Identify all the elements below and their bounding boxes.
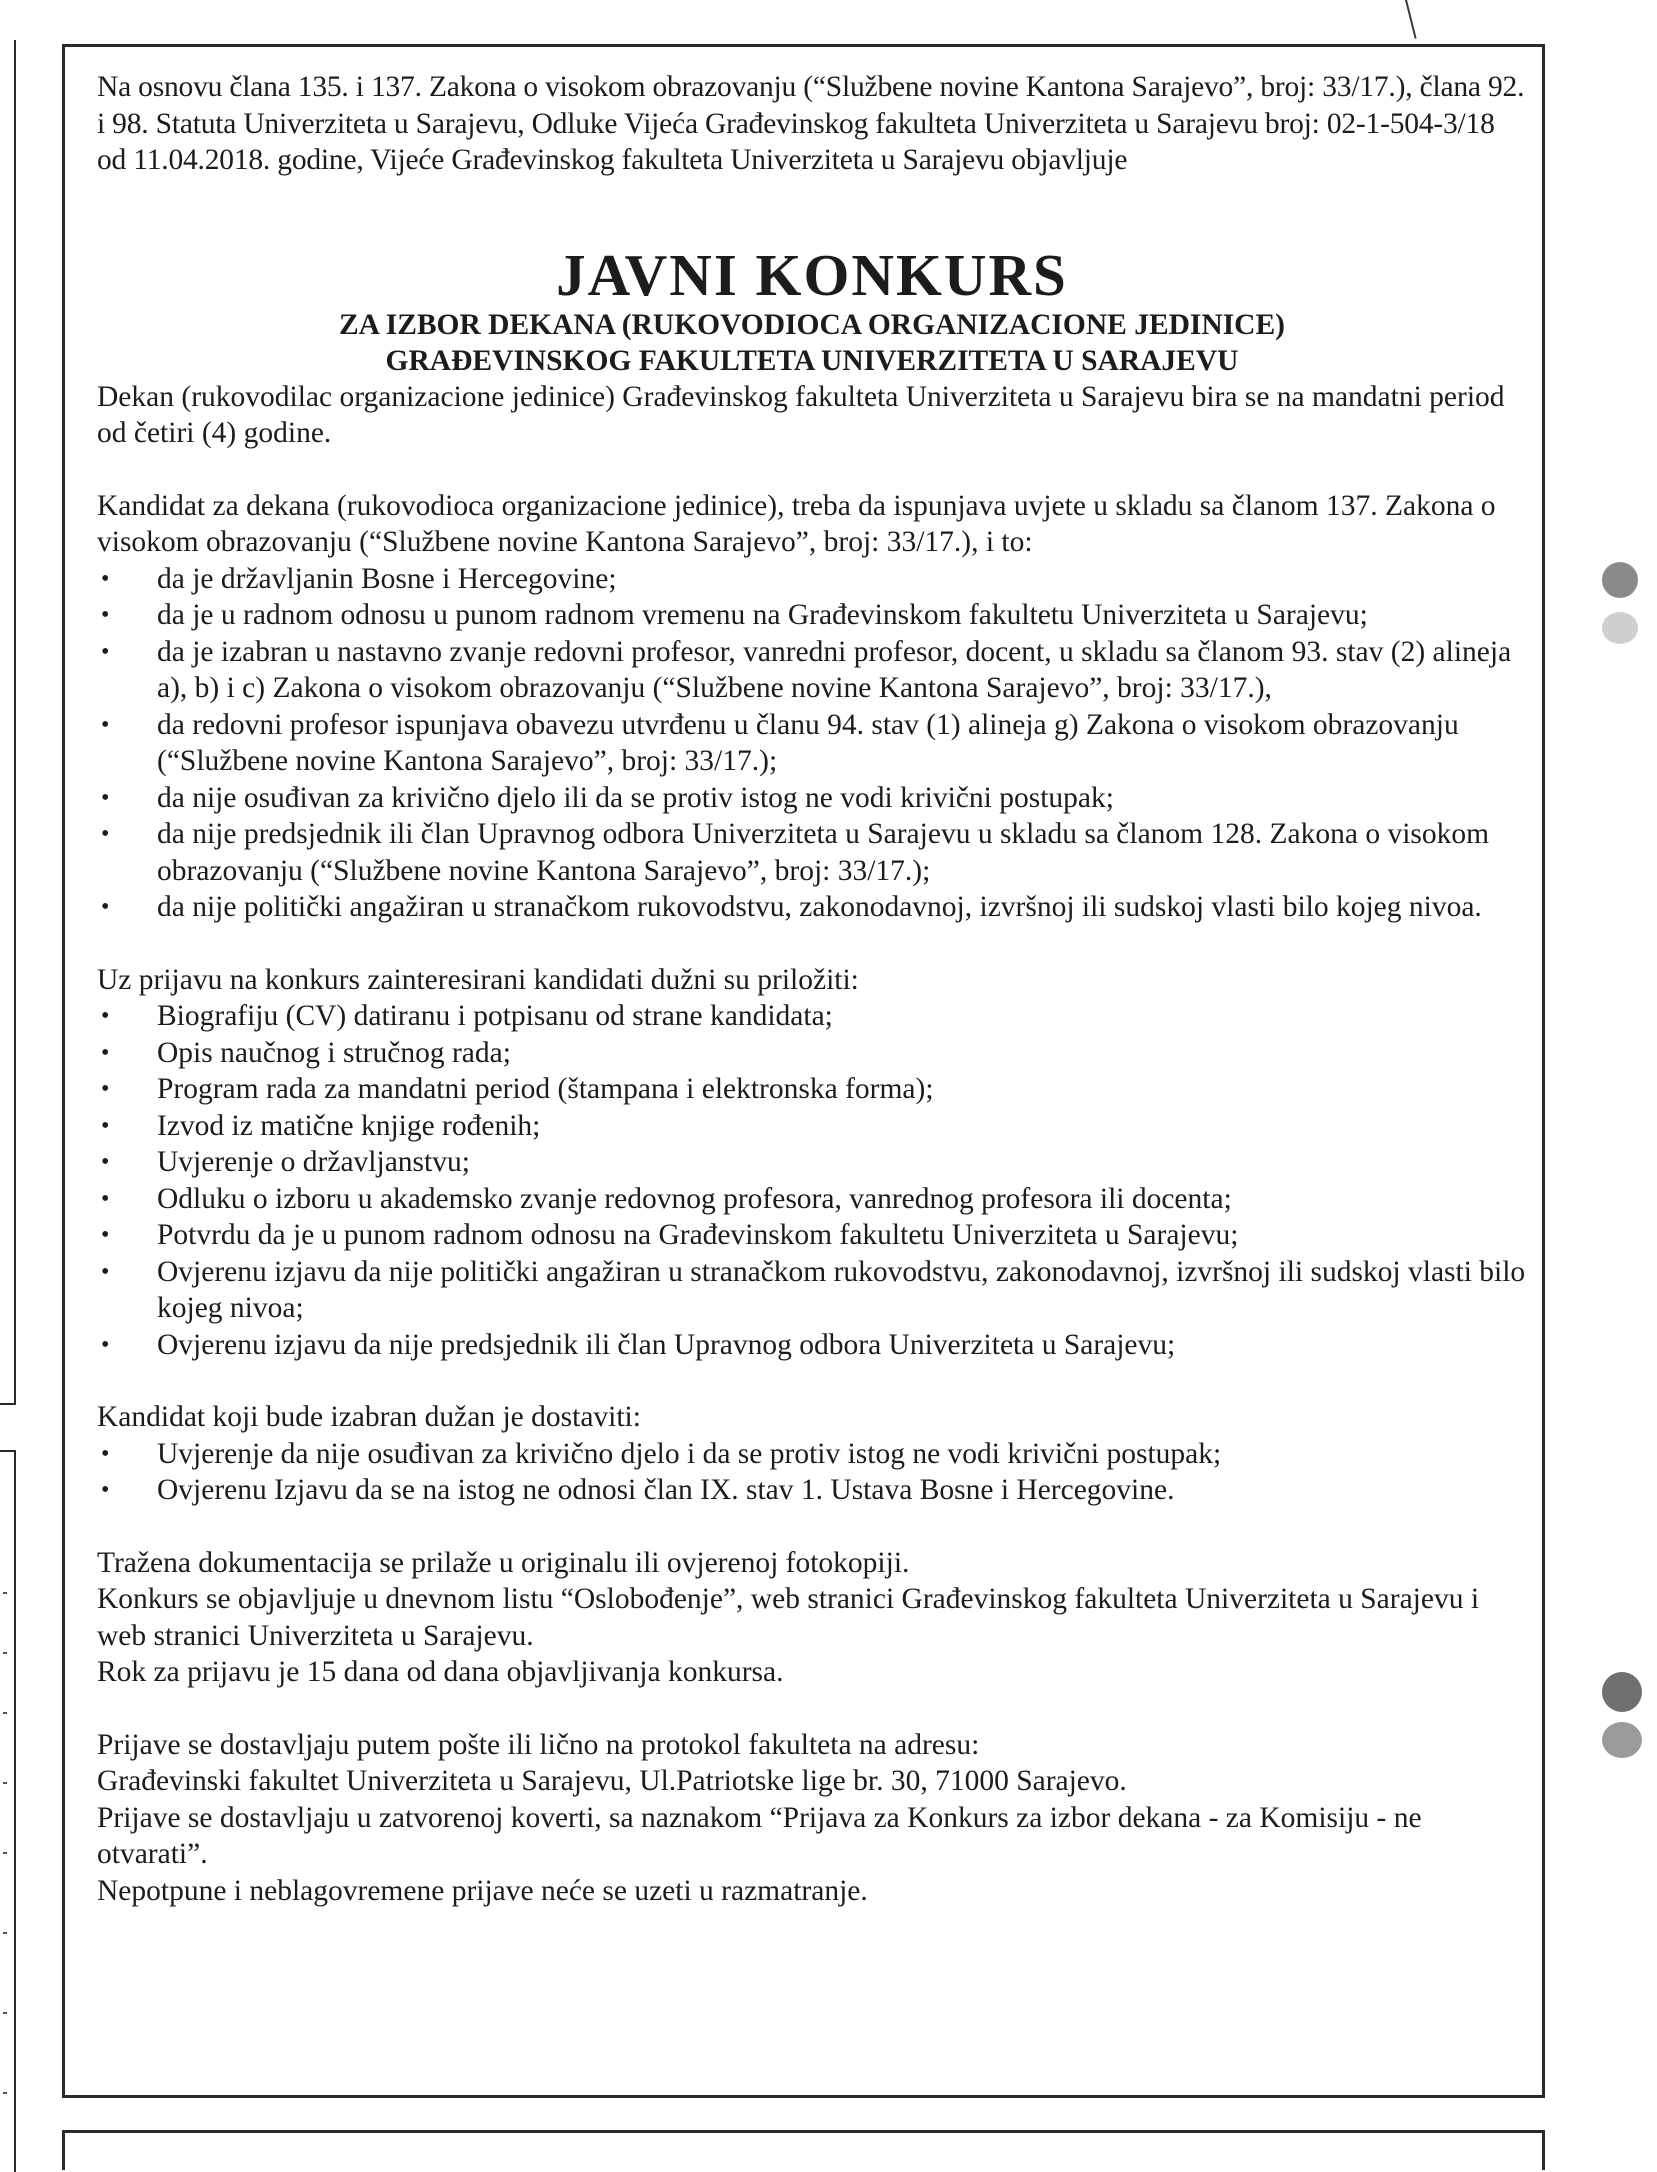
- documents-section: [97, 962, 1527, 1364]
- list-item: [97, 1254, 1527, 1327]
- list-item-text: da nije predsjednik ili član Upravnog odbora Univerziteta u Sarajevu u skladu sa članom 128. Zakona o visokom obrazovanju (“Službene novine Kantona Sarajevo”, broj: 33/17.);: [157, 818, 1490, 887]
- margin-mark: [3, 1782, 7, 1784]
- bullet-icon: •: [101, 1222, 110, 1248]
- list-item-text: da nije politički angažiran u stranačkom rukovodstvu, zakonodavnoj, izvršnoj ili sudskoj vlasti bilo kojeg nivoa.: [157, 891, 1482, 923]
- note-line: Tražena dokumentacija se prilaže u originalu ili ovjerenoj fotokopiji.: [97, 1546, 910, 1579]
- list-item-text: Program rada za mandatni period (štampana i elektronska forma);: [157, 1073, 934, 1105]
- announcement-title: JAVNI KONKURS: [556, 241, 1068, 308]
- announcement-frame: [62, 44, 1545, 2098]
- next-announcement-frame: [62, 2130, 1545, 2170]
- bullet-icon: •: [101, 894, 110, 920]
- list-item-text: da je izabran u nastavno zvanje redovni profesor, vanredni profesor, docent, u skladu sa članom 93. stav (2) alineja a), b) i c) Zakona o visokom obrazovanju (“Službene novine Kantona Sarajevo”, broj: 33/17.),: [157, 635, 1512, 704]
- requirements-section: [97, 488, 1527, 926]
- list-item-text: da je u radnom odnosu u punom radnom vremenu na Građevinskom fakultetu Univerziteta u Sarajevu;: [157, 599, 1368, 631]
- bullet-icon: •: [101, 784, 110, 811]
- list-item-text: da redovni profesor ispunjava obavezu utvrđenu u članu 94. stav (1) alineja g) Zakona o visokom obrazovanju (“Službene novine Kantona Sarajevo”, broj: 33/17.);: [157, 708, 1459, 777]
- title-block: [97, 243, 1527, 379]
- list-item-text: Biografiju (CV) datiranu i potpisanu od strane kandidata;: [157, 1000, 833, 1032]
- margin-mark: [3, 1592, 7, 1594]
- adjacent-column-frame-bottom: [0, 1450, 16, 2172]
- selected-list: [97, 1436, 1527, 1509]
- margin-mark: [3, 2092, 7, 2094]
- note-line: Rok za prijavu je 15 dana od dana objavljivanja konkursa.: [97, 1656, 784, 1688]
- registration-dot: [1602, 612, 1638, 644]
- list-item: [97, 998, 1527, 1035]
- list-item: [97, 1327, 1527, 1364]
- list-item-text: Izvod iz matične knjige rođenih;: [157, 1109, 541, 1142]
- list-item-text: Opis naučnog i stručnog rada;: [157, 1036, 511, 1069]
- list-item: [97, 780, 1527, 817]
- submission-line: Prijave se dostavljaju putem pošte ili lično na protokol fakulteta na adresu:: [97, 1728, 980, 1761]
- announcement-subtitle-line-1: ZA IZBOR DEKANA (RUKOVODIOCA ORGANIZACIONE JEDINICE): [339, 308, 1285, 341]
- documents-intro: Uz prijavu na konkurs zainteresirani kandidati dužni su priložiti:: [97, 963, 859, 996]
- margin-mark: [3, 1652, 7, 1654]
- submission-line: Nepotpune i neblagovremene prijave neće se uzeti u razmatranje.: [97, 1874, 868, 1907]
- list-item: [97, 889, 1527, 926]
- list-item-text: da je državljanin Bosne i Hercegovine;: [157, 562, 617, 595]
- list-item-text: Ovjerenu izjavu da nije predsjednik ili član Upravnog odbora Univerziteta u Sarajevu;: [157, 1328, 1176, 1361]
- bullet-icon: •: [101, 1039, 110, 1066]
- list-item-text: Uvjerenje o državljanstvu;: [157, 1146, 470, 1178]
- intro-paragraph: Na osnovu člana 135. i 137. Zakona o visokom obrazovanju (“Službene novine Kantona Sarajevo”, broj: 33/17.), člana 92. i 98. Statuta Univerziteta u Sarajevu, Odluke Vijeća Građevinskog fakulteta Univerziteta u Sarajevu broj: 02-1-504-3/18 od 11.04.2018. godine, Vijeće Građevinskog fakulteta Univerziteta u Sarajevu objavljuje: [97, 71, 1525, 176]
- note-line: Konkurs se objavljuje u dnevnom listu “Oslobođenje”, web stranici Građevinskog fakulteta Univerziteta u Sarajevu i web stranici Univerziteta u Sarajevu.: [97, 1583, 1480, 1652]
- bullet-icon: •: [101, 638, 110, 665]
- margin-mark: [3, 2012, 7, 2014]
- bullet-icon: •: [101, 1440, 110, 1467]
- requirements-intro: Kandidat za dekana (rukovodioca organizacione jedinice), treba da ispunjava uvjete u skladu sa članom 137. Zakona o visokom obrazovanju (“Službene novine Kantona Sarajevo”, broj: 33/17.), i to:: [97, 489, 1496, 558]
- bullet-icon: •: [101, 1258, 110, 1285]
- bullet-icon: •: [101, 1185, 110, 1212]
- registration-dot: [1602, 1672, 1642, 1712]
- list-item: [97, 707, 1527, 780]
- submission-address: Građevinski fakultet Univerziteta u Sarajevu, Ul.Patriotske lige br. 30, 71000 Sarajevo.: [97, 1765, 1127, 1797]
- bullet-icon: •: [101, 1076, 110, 1102]
- list-item: [97, 1108, 1527, 1145]
- list-item: [97, 1472, 1527, 1509]
- selected-intro: Kandidat koji bude izabran dužan je dostaviti:: [97, 1401, 641, 1433]
- list-item: [97, 1035, 1527, 1072]
- registration-dot: [1602, 1722, 1642, 1758]
- registration-dot: [1602, 562, 1638, 598]
- submission-line: Prijave se dostavljaju u zatvorenoj koverti, sa naznakom “Prijava za Konkurs za izbor dekana - za Komisiju - ne otvarati”.: [97, 1801, 1422, 1870]
- list-item: [97, 1217, 1527, 1254]
- bullet-icon: •: [101, 1112, 110, 1139]
- notes-section: [97, 1545, 1527, 1691]
- bullet-icon: •: [101, 602, 110, 628]
- list-item: [97, 1436, 1527, 1473]
- list-item-text: Odluku o izboru u akademsko zvanje redovnog profesora, vanrednog profesora ili docenta;: [157, 1182, 1232, 1215]
- list-item: [97, 1071, 1527, 1108]
- list-item-text: Ovjerenu Izjavu da se na istog ne odnosi član IX. stav 1. Ustava Bosne i Hercegovine.: [157, 1474, 1175, 1506]
- bullet-icon: •: [101, 565, 110, 592]
- list-item: [97, 561, 1527, 598]
- margin-mark: [3, 1932, 7, 1934]
- list-item: [97, 1181, 1527, 1218]
- announcement-subtitle-line-2: GRAĐEVINSKOG FAKULTETA UNIVERZITETA U SARAJEVU: [385, 344, 1239, 377]
- bullet-icon: •: [101, 711, 110, 738]
- list-item-text: Ovjerenu izjavu da nije politički angažiran u stranačkom rukovodstvu, zakonodavnoj, izvršnoj ili sudskoj vlasti bilo kojeg nivoa;: [157, 1255, 1526, 1324]
- list-item: [97, 1144, 1527, 1181]
- list-item: [97, 816, 1527, 889]
- margin-mark: [3, 1852, 7, 1854]
- margin-mark: [3, 1712, 7, 1714]
- bullet-icon: •: [101, 821, 110, 847]
- list-item-text: Uvjerenje da nije osuđivan za krivično djelo i da se protiv istog ne vodi krivični postupak;: [157, 1437, 1222, 1470]
- bullet-icon: •: [101, 1477, 110, 1503]
- submission-section: [97, 1727, 1527, 1910]
- list-item-text: da nije osuđivan za krivično djelo ili da se protiv istog ne vodi krivični postupak;: [157, 781, 1114, 814]
- mandate-paragraph: Dekan (rukovodilac organizacione jedinice) Građevinskog fakulteta Univerziteta u Sarajevu bira se na mandatni period od četiri (4) godine.: [97, 380, 1505, 449]
- documents-list: [97, 998, 1527, 1363]
- list-item: [97, 597, 1527, 634]
- selected-candidate-section: [97, 1399, 1527, 1509]
- requirements-list: [97, 561, 1527, 926]
- bullet-icon: •: [101, 1149, 110, 1175]
- list-item-text: Potvrdu da je u punom radnom odnosu na Građevinskom fakultetu Univerziteta u Sarajevu;: [157, 1219, 1239, 1251]
- scan-stroke: [1405, 0, 1417, 39]
- bullet-icon: •: [101, 1003, 110, 1029]
- list-item: [97, 634, 1527, 707]
- bullet-icon: •: [101, 1331, 110, 1358]
- adjacent-column-frame-top: [0, 40, 16, 1405]
- announcement-content: [97, 69, 1527, 1909]
